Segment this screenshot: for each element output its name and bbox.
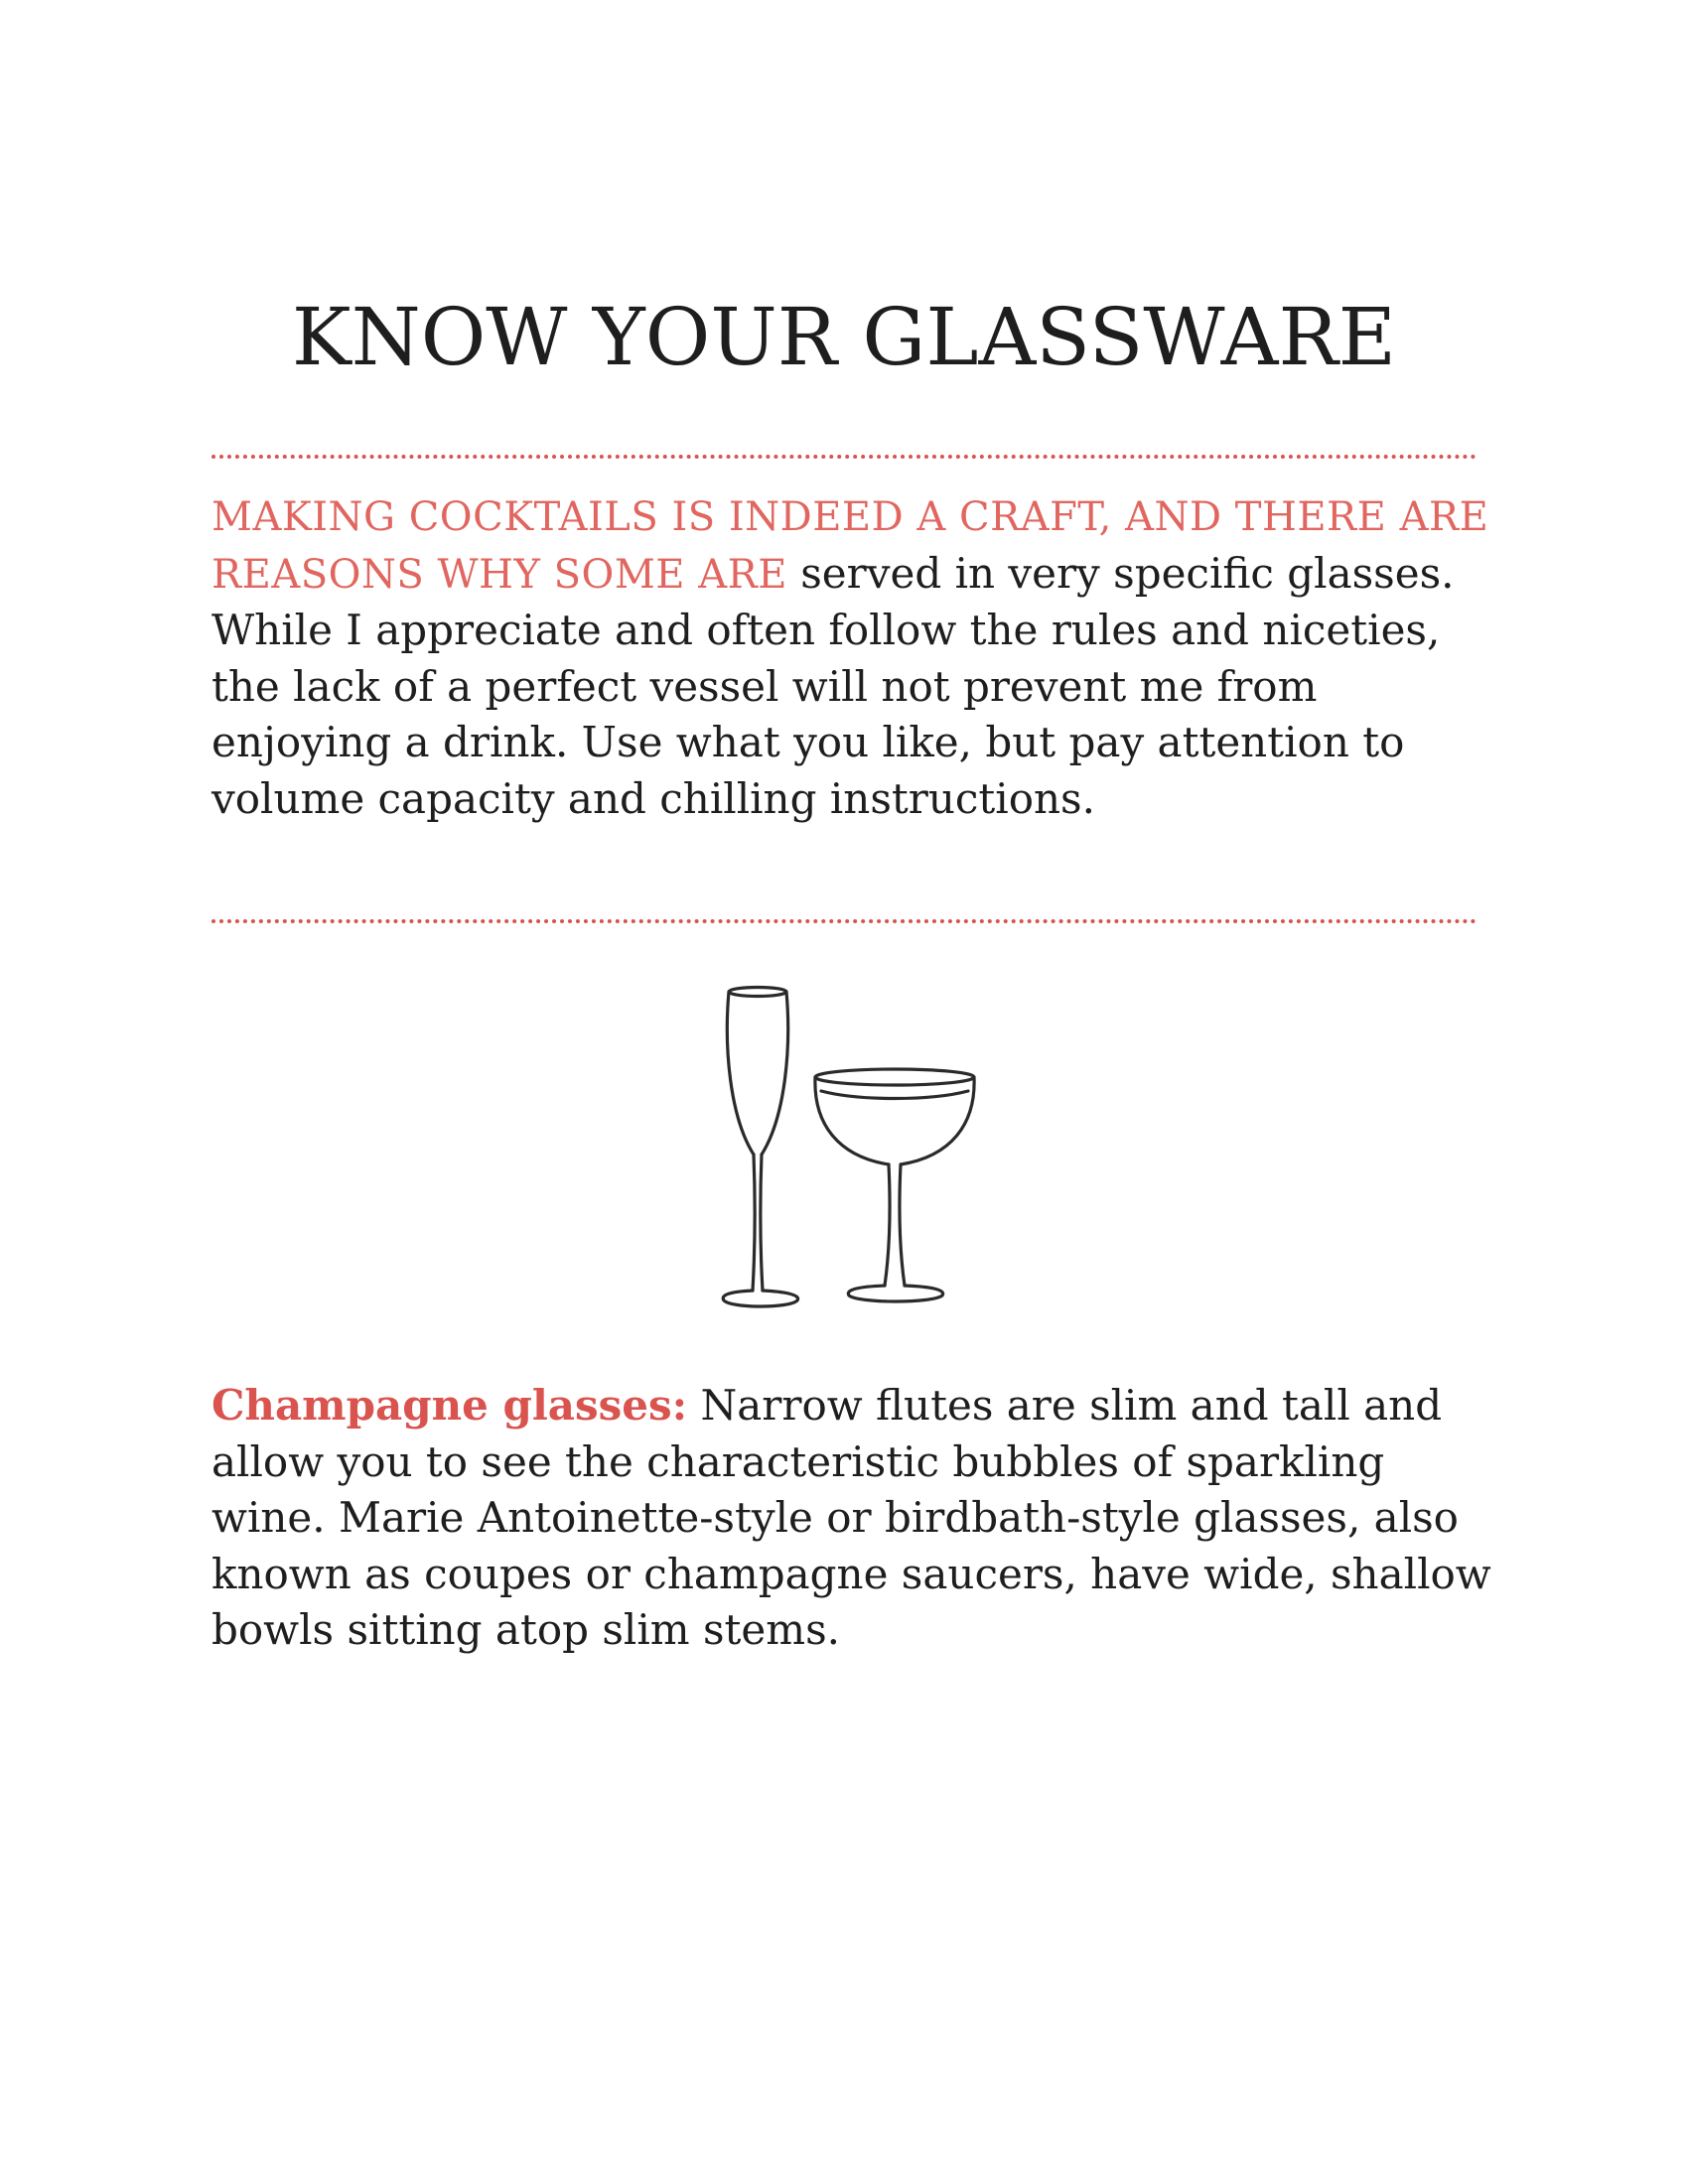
intro-paragraph [211, 488, 1492, 827]
dotted-divider-bottom [211, 919, 1477, 923]
coupe-glass-icon [815, 1069, 974, 1301]
glassware-illustration [710, 978, 998, 1315]
intro-lead-caps: MAKING COCKTAILS IS INDEED A CRAFT, AND THERE ARE REASONS WHY SOME ARE [211, 494, 1489, 598]
champagne-flute-icon [723, 988, 797, 1307]
dotted-divider-top [211, 455, 1477, 459]
entry-text: Narrow flutes are slim and tall and allow you to see the characteristic bubbles of sparkling wine. Marie Antoinette-style or birdbath-style glasses, also known as coupes or champagne saucers, have wide, shallow bowls sitting atop slim stems. [211, 1381, 1491, 1654]
glass-entry-champagne [211, 1378, 1492, 1659]
intro-body: served in very specific glasses. While I appreciate and often follow the rules and niceties, the lack of a perfect vessel will not prevent me from enjoying a drink. Use what you like, but pay attention to volume capacity and chilling instructions. [211, 548, 1455, 823]
page-title: KNOW YOUR GLASSWARE [291, 291, 1397, 383]
entry-term: Champagne glasses: [211, 1381, 688, 1430]
